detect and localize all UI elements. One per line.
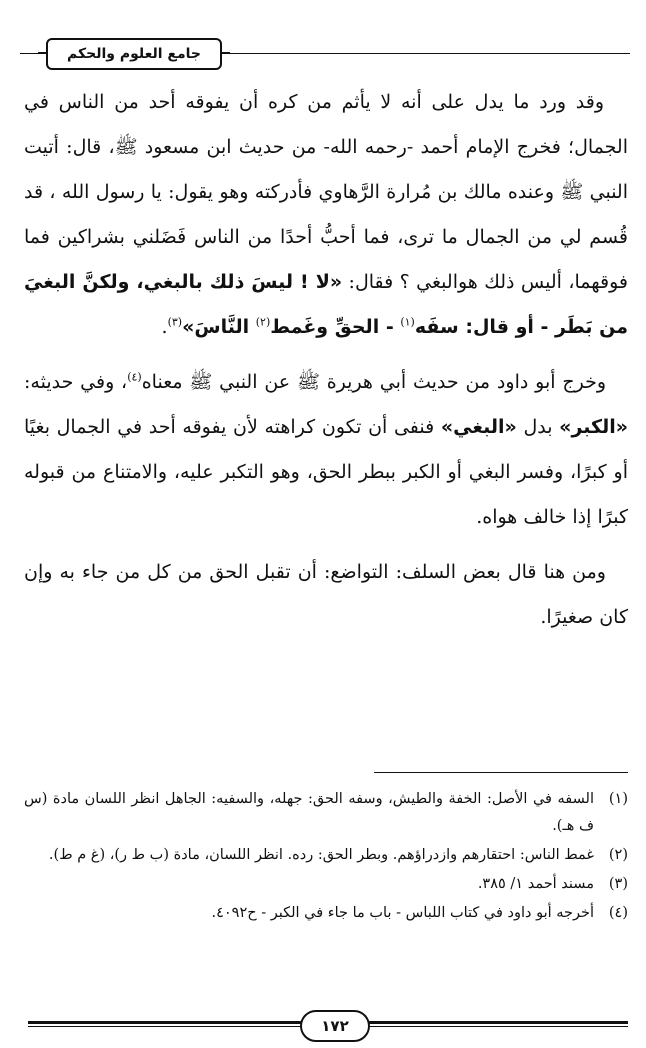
paragraph-2-text-d: فنفى أن تكون كراهته لأن يفوقه أحد في الجمال بغيًا أو كبرًا، وفسر البغي أو الكبر ببطر الحق، وهو التكبر عليه، والامتناع من قبوله كبرًا إذا خالف هواه. xyxy=(24,416,628,528)
footnote-text: أخرجه أبو داود في كتاب اللباس - باب ما جاء في الكبر - ح٤٠٩٢. xyxy=(211,905,594,921)
footnote-item xyxy=(24,871,628,898)
footnote-number: (٤) xyxy=(608,905,628,921)
book-title: جامع العلوم والحكم xyxy=(46,38,222,70)
main-text xyxy=(24,80,628,650)
footnote-number: (١) xyxy=(608,791,628,807)
hadith-quote-part-3: النَّاسَ» xyxy=(182,316,256,338)
paragraph-2 xyxy=(24,360,628,540)
paragraph-1 xyxy=(24,80,628,350)
footnote-ref-4[interactable]: (٤) xyxy=(127,370,142,384)
hadith-quote-part-1: «لا ! ليسَ ذلك بالبغي، ولكنَّ البغيَ من بَطَر - أو قال: سفَه xyxy=(24,271,628,338)
footnote-item xyxy=(24,842,628,869)
footnote-number: (٢) xyxy=(608,847,628,863)
term-baghy: «البغي» xyxy=(440,416,517,438)
hadith-quote-part-2: - الحقِّ وغَمط xyxy=(270,316,401,338)
page-footer xyxy=(28,1010,628,1040)
paragraph-1-end: . xyxy=(161,316,168,338)
term-kibr: «الكبر» xyxy=(559,416,628,438)
paragraph-1-text: وقد ورد ما يدل على أنه لا يأثم من كره أن يفوقه أحد من الناس في الجمال؛ فخرج الإمام أحمد -رحمه الله- من حديث ابن مسعود ﷺ، قال: أتيت النبي ﷺ وعنده مالك بن مُرارة الرَّهاوي فأدركته وهو يقول: يا رسول الله ، قد قُسم لي من الجمال ما ترى، فما أحبُّ أحدًا من الناس فَضَلني بشراكين فما فوقهما، أليس ذلك هوالبغي ؟ فقال: xyxy=(24,91,628,293)
paragraph-2-text-c: بدل xyxy=(516,416,560,438)
paragraph-2-text-b: ، وفي حديثه: xyxy=(24,371,128,393)
running-header xyxy=(20,32,630,72)
footnote-item xyxy=(24,786,628,840)
footnote-separator xyxy=(374,772,628,773)
footnote-number: (٣) xyxy=(608,876,628,892)
footnote-text: غمط الناس: احتقارهم وازدراؤهم. وبطر الحق: رده. انظر اللسان، مادة (ب ط ر)، (غ م ط). xyxy=(48,847,594,863)
footnote-ref-1[interactable]: (١) xyxy=(400,315,415,329)
page-number: ١٧٢ xyxy=(300,1010,370,1042)
footnote-ref-3[interactable]: (٣) xyxy=(167,315,183,329)
footnote-ref-2[interactable]: (٢) xyxy=(255,315,271,329)
footnote-text: مسند أحمد ١/ ٣٨٥. xyxy=(477,876,594,892)
paragraph-3: ومن هنا قال بعض السلف: التواضع: أن تقبل الحق من كل من جاء به وإن كان صغيرًا. xyxy=(24,561,628,628)
paragraph-2-text-a: وخرج أبو داود من حديث أبي هريرة ﷺ عن النبي ﷺ معناه xyxy=(141,371,606,393)
footnotes xyxy=(24,786,628,929)
footnote-item xyxy=(24,900,628,927)
footnote-text: السفه في الأصل: الخفة والطيش، وسفه الحق: جهله، والسفيه: الجاهل انظر اللسان مادة (س ف هـ). xyxy=(24,791,594,834)
